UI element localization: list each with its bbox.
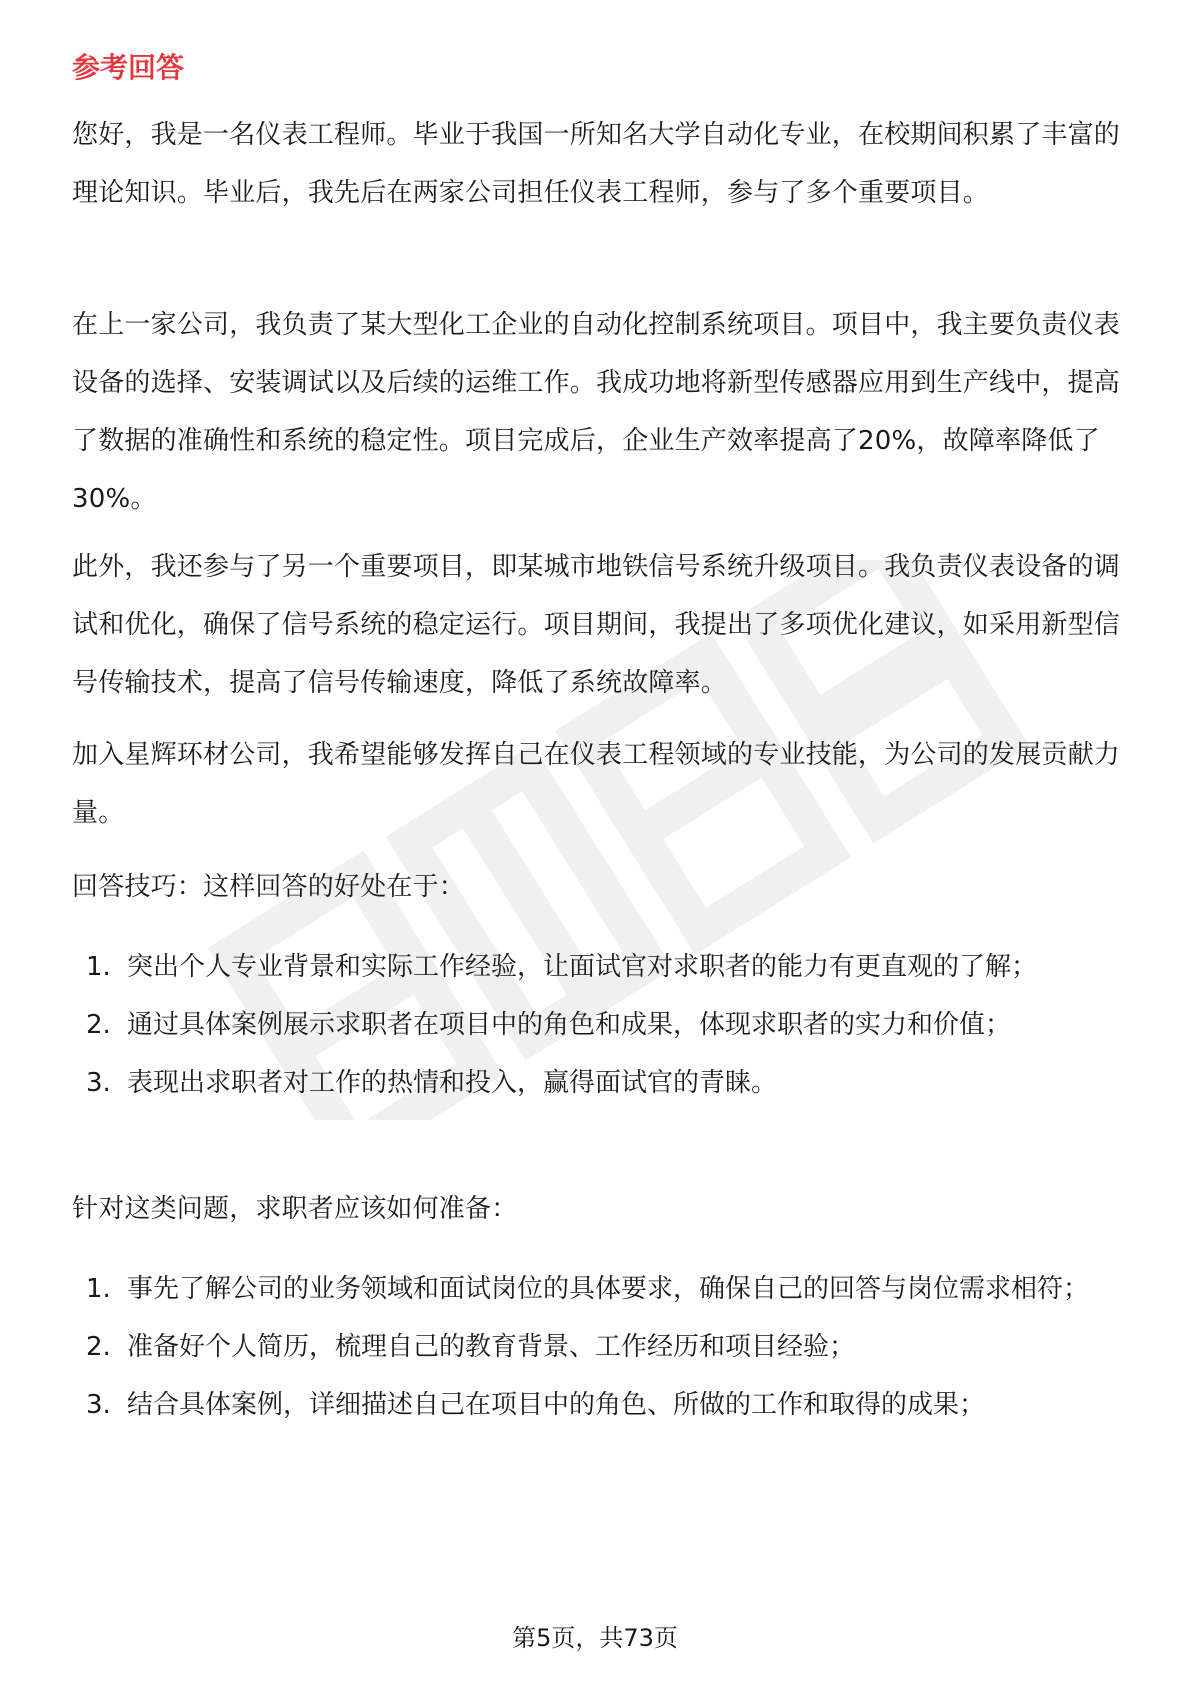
- paragraph-intro: 您好，我是一名仪表工程师。毕业于我国一所知名大学自动化专业，在校期间积累了丰富的理论知识。毕业后，我先后在两家公司担任仪表工程师，参与了多个重要项目。: [72, 120, 1121, 208]
- prep-intro: 针对这类问题，求职者应该如何准备：: [72, 1194, 518, 1224]
- list-item: [72, 1376, 1122, 1434]
- list-item: [72, 1318, 1122, 1376]
- prep-list: [72, 1260, 1122, 1434]
- paragraph-project-2: 此外，我还参与了另一个重要项目，即某城市地铁信号系统升级项目。我负责仪表设备的调试和优化，确保了信号系统的稳定运行。项目期间，我提出了多项优化建议，如采用新型信号传输技术，提高了信号传输速度，降低了系统故障率。: [72, 552, 1121, 698]
- section-heading: 参考回答: [72, 51, 185, 84]
- list-item-text: 准备好个人简历，梳理自己的教育背景、工作经历和项目经验；: [127, 1332, 856, 1362]
- list-item: [72, 996, 1122, 1054]
- paragraph-goal: 加入星辉环材公司，我希望能够发挥自己在仪表工程领域的专业技能，为公司的发展贡献力量。: [72, 740, 1121, 828]
- tips-intro: 回答技巧：这样回答的好处在于：: [72, 872, 466, 902]
- tips-list: [72, 938, 1122, 1112]
- list-item-text: 通过具体案例展示求职者在项目中的角色和成果，体现求职者的实力和价值；: [127, 1010, 1012, 1040]
- list-item-text: 表现出求职者对工作的热情和投入，赢得面试官的青睐。: [127, 1068, 778, 1098]
- list-item: [72, 1054, 1122, 1112]
- list-item: [72, 1260, 1122, 1318]
- list-item: [72, 938, 1122, 996]
- list-number: 3.: [86, 1068, 111, 1098]
- paragraph-project-1: 在上一家公司，我负责了某大型化工企业的自动化控制系统项目。项目中，我主要负责仪表设备的选择、安装调试以及后续的运维工作。我成功地将新型传感器应用到生产线中，提高了数据的准确性和系统的稳定性。项目完成后，企业生产效率提高了20%，故障率降低了30%。: [72, 310, 1121, 514]
- list-item-text: 突出个人专业背景和实际工作经验，让面试官对求职者的能力有更直观的了解；: [127, 952, 1038, 982]
- list-item-text: 结合具体案例，详细描述自己在项目中的角色、所做的工作和取得的成果；: [127, 1390, 986, 1420]
- list-number: 1.: [86, 1274, 111, 1304]
- list-item-text: 事先了解公司的业务领域和面试岗位的具体要求，确保自己的回答与岗位需求相符；: [127, 1274, 1090, 1304]
- page-number-footer: 第5页，共73页: [512, 1624, 678, 1652]
- list-number: 2.: [86, 1332, 111, 1362]
- list-number: 1.: [86, 952, 111, 982]
- list-number: 2.: [86, 1010, 111, 1040]
- list-number: 3.: [86, 1390, 111, 1420]
